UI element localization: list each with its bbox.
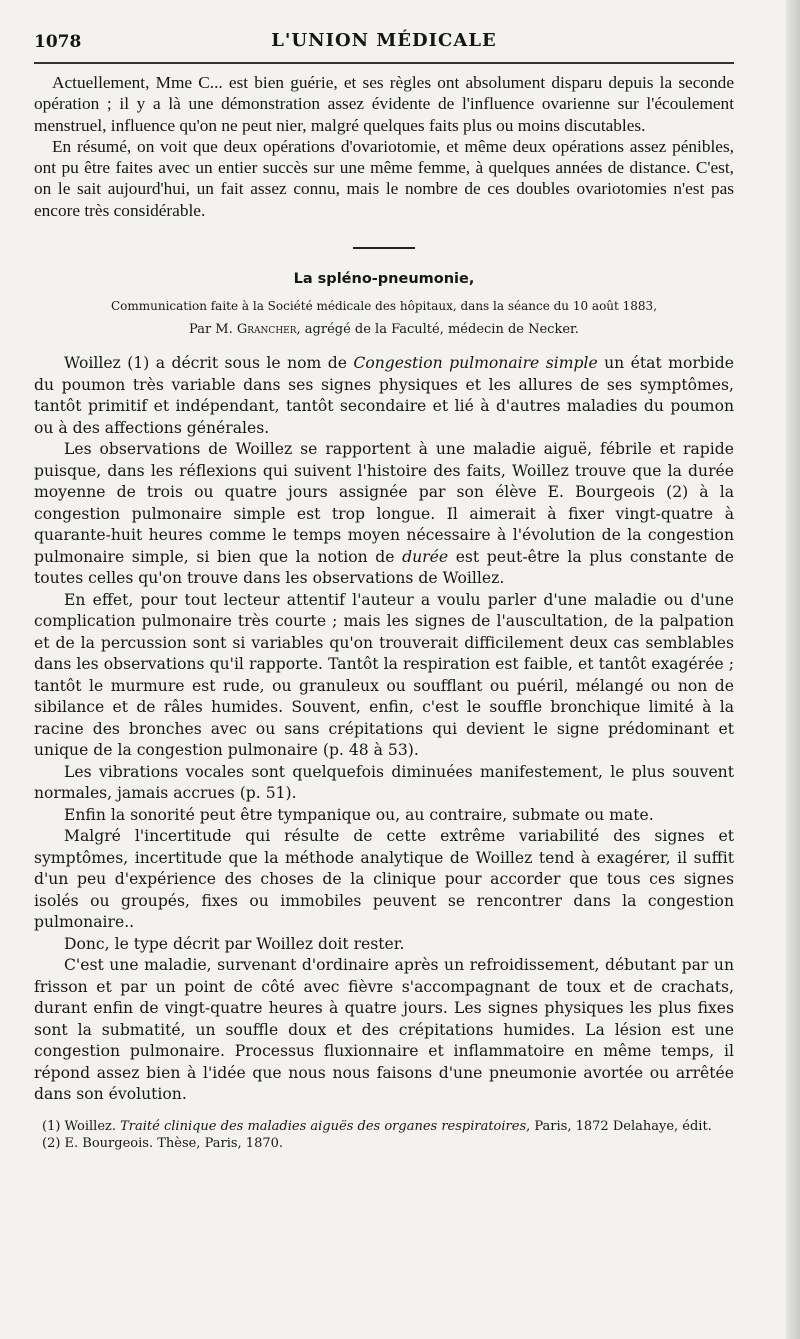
- paragraph: [34, 353, 734, 439]
- article-communication: Communication faite à la Société médicale des hôpitaux, dans la séance du 10 août 1883,: [110, 299, 658, 314]
- text-run: (1) Woillez.: [42, 1118, 121, 1134]
- journal-title: L'UNION MÉDICALE: [271, 30, 497, 51]
- article-author: [34, 321, 734, 339]
- page-number: 1078: [34, 32, 82, 52]
- text-run: Les observations de Woillez se rapportent à une maladie aiguë, fébrile et rapide puisque, dans les réflexions qui suivent l'histoire des faits, Woillez trouve que la durée moyenne de trois ou quatre jours assignée par son élève E. Bourgeois (2) à la congestion pulmonaire simple est trop longue. Il aimerait à fixer vingt-quatre à quarante-huit heures comme le temps moyen nécessaire à l'évolution de la congestion pulmonaire simple, si bien que la notion de: [34, 440, 734, 566]
- paragraph: Les vibrations vocales sont quelquefois diminuées manifestement, le plus souvent normales, jamais accrues (p. 51).: [34, 762, 734, 803]
- section-separator: [353, 247, 415, 249]
- article-body: [34, 353, 734, 1106]
- footnote-2: (2) E. Bourgeois. Thèse, Paris, 1870.: [42, 1135, 284, 1151]
- emphasis: Traité clinique des maladies aiguës des organes respiratoires: [120, 1118, 527, 1134]
- text-run: est peut-être la plus constante de toutes celles qu'on trouve dans les observations de Woillez.: [34, 547, 734, 588]
- text-run: , Paris, 1872 Delahaye, édit.: [526, 1118, 712, 1134]
- text-run: un état morbide du poumon très variable dans ses signes physiques et les allures de ses symptômes, tantôt primitif et indépendant, tantôt secondaire et lié à d'autres maladies du poumon ou à des affections générales.: [34, 354, 734, 437]
- paragraph: C'est une maladie, survenant d'ordinaire après un refroidissement, débutant par un frisson et par un point de côté avec fièvre s'accompagnant de toux et de crachats, durant enfin de vingt-quatre heures à quatre jours. Les signes physiques les plus fixes sont la submatité, un souffle doux et des crépitations humides. La lésion est une congestion pulmonaire. Processus fluxionnaire et inflammatoire en même temps, il répond assez bien à l'idée que nous nous faisons d'une pneumonie avortée ou arrêtée dans son évolution.: [34, 956, 734, 1104]
- paragraph: En résumé, on voit que deux opérations d'ovariotomie, et même deux opérations assez pénibles, ont pu être faites avec un entier succès sur une même femme, à quelques années de distance. C'est, on le sait aujourd'hui, un fait assez connu, mais le nombre de ces doubles ovariotomies n'est pas encore très considérable.: [34, 136, 734, 220]
- paragraph: [34, 439, 734, 590]
- paragraph: Enfin la sonorité peut être tympanique ou, au contraire, submate ou mate.: [64, 805, 654, 824]
- author-name: Grancher: [236, 322, 297, 338]
- page-edge: [786, 0, 800, 1339]
- paragraph: Actuellement, Mme C... est bien guérie, et ses règles ont absolument disparu depuis la seconde opération ; il y a là une démonstration assez évidente de l'influence ovarienne sur l'écoulement menstruel, influence qu'on ne peut nier, malgré quelques faits plus ou moins discutables.: [34, 73, 734, 135]
- emphasis: Congestion pulmonaire simple: [353, 354, 598, 373]
- previous-article-conclusion: [34, 72, 734, 221]
- footnotes: [34, 1118, 734, 1152]
- text-run: Woillez (1) a décrit sous le nom de: [64, 354, 354, 373]
- author-prefix: Par M.: [189, 322, 233, 338]
- article-title: La spléno-pneumonie,: [293, 271, 475, 288]
- paragraph: En effet, pour tout lecteur attentif l'auteur a voulu parler d'une maladie ou d'une complication pulmonaire très courte ; mais les signes de l'auscultation, de la palpation et de la percussion sont si variables qu'on trouverait difficilement deux cas semblables dans les observations qu'il rapporte. Tantôt la respiration est faible, et tantôt exagérée ; tantôt le murmure est rude, ou granuleux ou soufflant ou puéril, mélangé ou non de sibilance et de râles humides. Souvent, enfin, c'est le souffle bronchique limité à la racine des bronches avec ou sans crépitations qui devient le signe prédominant et unique de la congestion pulmonaire (p. 48 à 53).: [34, 590, 734, 760]
- author-suffix: , agrégé de la Faculté, médecin de Necker.: [296, 322, 579, 338]
- header-rule: [34, 62, 734, 64]
- paragraph: Donc, le type décrit par Woillez doit rester.: [64, 934, 405, 953]
- running-header: [34, 28, 734, 58]
- page-body: [34, 72, 734, 1152]
- footnote-1: [34, 1118, 734, 1135]
- paragraph: Malgré l'incertitude qui résulte de cette extrême variabilité des signes et symptômes, incertitude que la méthode analytique de Woillez tend à exagérer, il suffit d'un peu d'expérience des choses de la clinique pour accorder que tous ces signes isolés ou groupés, fixes ou immobiles peuvent se rencontrer dans la congestion pulmonaire..: [34, 827, 734, 932]
- emphasis: durée: [402, 547, 449, 566]
